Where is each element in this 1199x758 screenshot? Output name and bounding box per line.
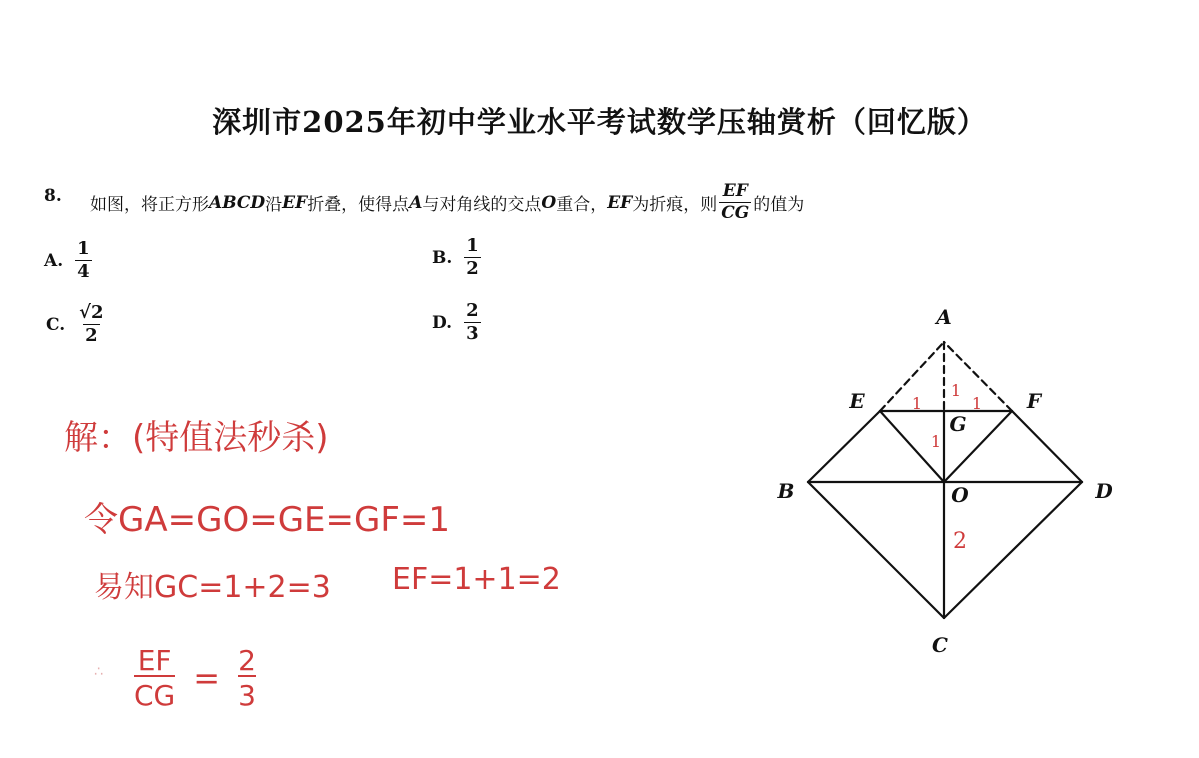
annotation-ge: 1	[911, 394, 923, 413]
question-text	[90, 183, 804, 222]
annotation-oc: 2	[953, 529, 967, 554]
question-number: 8.	[44, 186, 62, 206]
solution-line-2a: 易知GC=1+2=3	[94, 570, 331, 605]
option-b[interactable]	[432, 237, 483, 278]
label-c: C	[932, 633, 948, 657]
solution-line-2b: EF=1+1=2	[392, 562, 561, 597]
option-d-denominator: 3	[466, 323, 479, 344]
therefore-dots: ∴	[94, 664, 103, 680]
option-d-letter: D.	[432, 312, 453, 333]
solution-result	[134, 646, 256, 711]
crease-label-2: EF	[607, 192, 633, 213]
annotation-ga: 1	[950, 381, 962, 400]
option-d-numerator: 2	[466, 300, 479, 321]
label-a: A	[936, 305, 952, 329]
option-a[interactable]	[44, 240, 94, 281]
question-fraction-denominator: CG	[721, 203, 750, 223]
question-text-part: 重合，	[556, 195, 608, 215]
option-d-fraction	[464, 302, 481, 343]
square-label: ABCD	[209, 192, 266, 213]
option-c-denominator: 2	[85, 325, 98, 346]
edge-fd	[1012, 411, 1082, 482]
option-c-fraction	[77, 304, 105, 345]
question-fraction-numerator: EF	[722, 181, 748, 201]
option-b-numerator: 1	[466, 235, 479, 256]
question-text-part: 的值为	[753, 195, 805, 215]
option-c[interactable]	[46, 304, 108, 345]
label-b: B	[777, 479, 795, 503]
point-a-label: A	[409, 192, 423, 213]
option-c-numerator: √2	[79, 302, 104, 323]
question-text-part: 与对角线的交点	[422, 195, 542, 215]
edge-be	[808, 411, 880, 482]
option-c-letter: C.	[46, 314, 66, 335]
label-g: G	[949, 412, 967, 436]
option-a-letter: A.	[44, 250, 64, 271]
option-b-denominator: 2	[466, 258, 479, 279]
solution-line-1: 令GA=GO=GE=GF=1	[84, 500, 451, 540]
option-b-fraction	[464, 237, 481, 278]
option-a-denominator: 4	[77, 261, 90, 282]
option-a-numerator: 1	[77, 238, 90, 259]
answer-numerator: 2	[238, 644, 256, 677]
answer-denominator: 3	[238, 675, 256, 710]
crease-label: EF	[282, 192, 308, 213]
annotation-go: 1	[930, 432, 942, 451]
equals-sign: =	[193, 659, 221, 698]
answer-fraction	[238, 646, 256, 711]
page-title: 深圳市2025年初中学业水平考试数学压轴赏析（回忆版）	[212, 105, 987, 139]
label-d: D	[1095, 479, 1113, 503]
question-fraction	[719, 183, 751, 222]
edge-bc	[808, 482, 944, 618]
question-text-part: 沿	[265, 195, 283, 215]
solution-fraction	[134, 646, 175, 711]
geometry-figure	[760, 295, 1140, 665]
question-text-part: 为折痕，则	[632, 195, 718, 215]
annotation-gf: 1	[971, 394, 983, 413]
label-f: F	[1026, 389, 1042, 413]
solution-fraction-numerator: EF	[137, 644, 172, 677]
question-text-part: 如图，将正方形	[90, 195, 209, 215]
solution-fraction-denominator: CG	[134, 675, 175, 710]
label-o: O	[951, 483, 969, 507]
point-o-label: O	[541, 192, 557, 213]
option-d[interactable]	[432, 302, 483, 343]
solution-heading: 解：(特值法秒杀)	[64, 418, 329, 458]
option-b-letter: B.	[432, 247, 453, 268]
label-e: E	[849, 389, 865, 413]
option-a-fraction	[75, 240, 92, 281]
question-text-part: 折叠，使得点	[307, 195, 410, 215]
